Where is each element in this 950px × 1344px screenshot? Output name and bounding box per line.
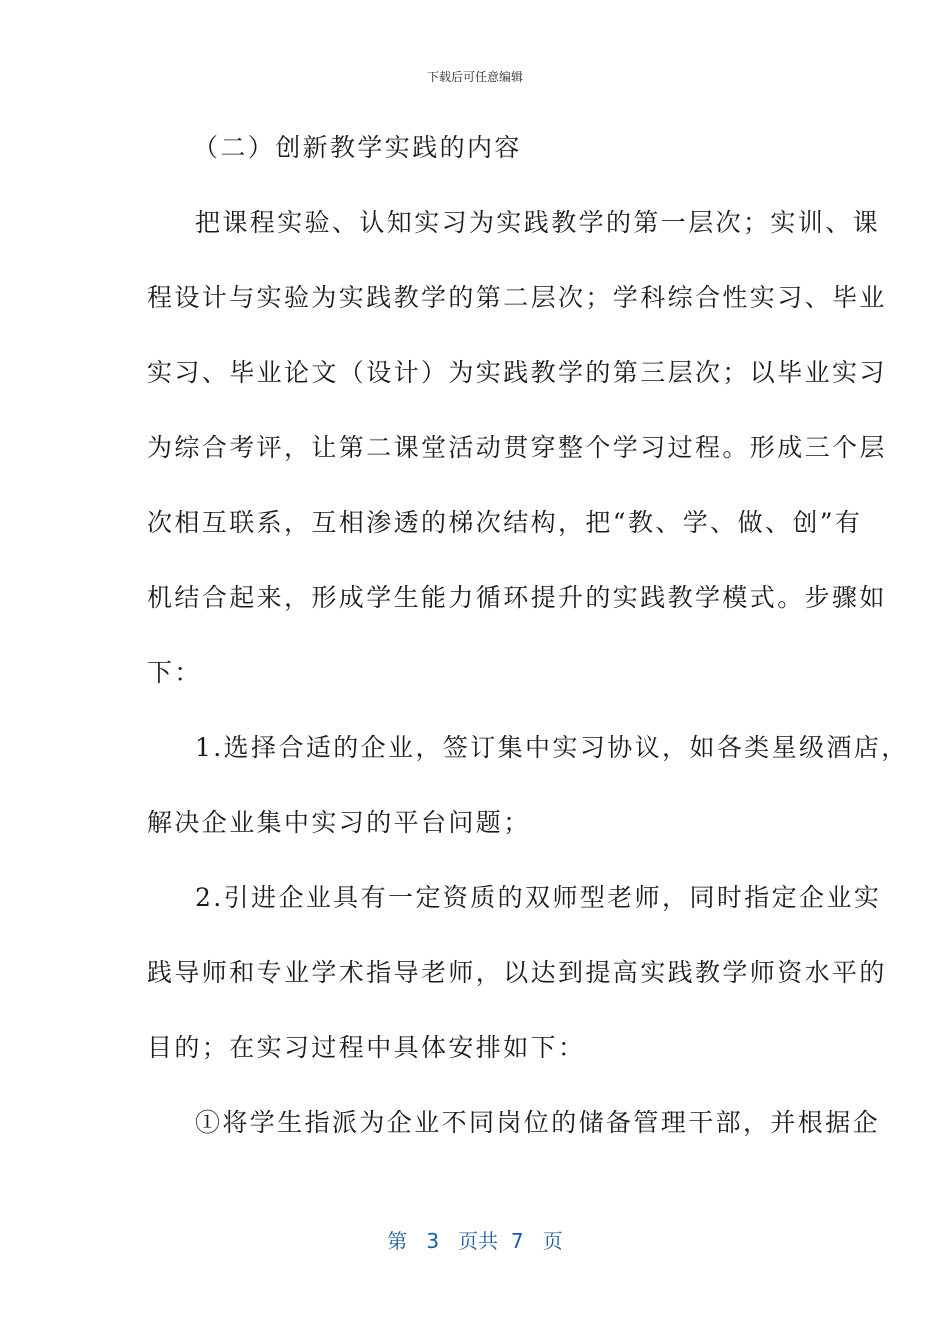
- paragraph-line: 把课程实验、认知实习为实践教学的第一层次；实训、课: [195, 208, 881, 237]
- page-footer: [0, 1225, 950, 1254]
- list-item-1-line: 1.选择合适的企业，签订集中实习协议，如各类星级酒店，: [195, 733, 909, 762]
- paragraph-line: 为综合考评，让第二课堂活动贯穿整个学习过程。形成三个层: [147, 433, 887, 462]
- list-item-2-line: 目的；在实习过程中具体安排如下：: [147, 1033, 586, 1062]
- footer-current-page: 3: [426, 1229, 440, 1253]
- paragraph-line: 次相互联系，互相渗透的梯次结构，把“教、学、做、创”有: [147, 508, 863, 537]
- footer-prefix: 第: [387, 1229, 408, 1253]
- list-item-1-line: 解决企业集中实习的平台问题；: [147, 808, 531, 837]
- paragraph-line: 程设计与实验为实践教学的第二层次；学科综合性实习、毕业: [147, 283, 887, 312]
- section-heading: （二）创新教学实践的内容: [193, 133, 522, 162]
- list-item-2-line: 2.引进企业具有一定资质的双师型老师，同时指定企业实: [195, 883, 882, 912]
- document-body: [147, 110, 909, 1160]
- footer-total-pages: 7: [510, 1229, 524, 1253]
- paragraph-line: 机结合起来，形成学生能力循环提升的实践教学模式。步骤如: [147, 583, 887, 612]
- sub-item-1-line: ①将学生指派为企业不同岗位的储备管理干部，并根据企: [195, 1108, 881, 1137]
- paragraph-line: 下：: [147, 658, 202, 687]
- list-item-2-line: 践导师和专业学术指导老师，以达到提高实践教学师资水平的: [147, 958, 887, 987]
- footer-middle: 页共: [458, 1229, 499, 1253]
- footer-suffix: 页: [542, 1229, 563, 1253]
- page-header-note: 下载后可任意编辑: [426, 70, 523, 84]
- paragraph-line: 实习、毕业论文（设计）为实践教学的第三层次；以毕业实习: [147, 358, 887, 387]
